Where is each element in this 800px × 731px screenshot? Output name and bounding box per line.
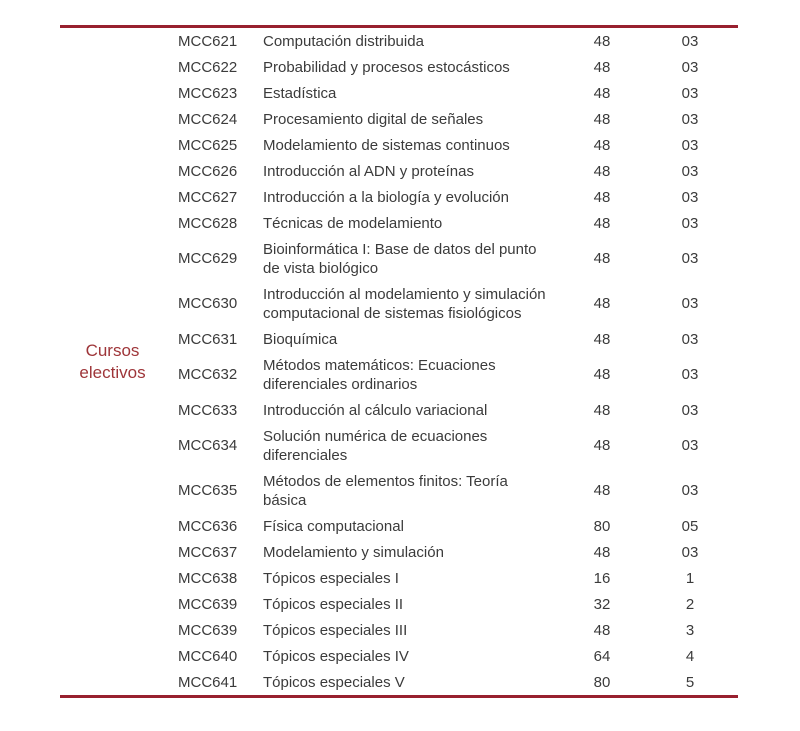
course-hours-cell: 48	[593, 543, 611, 561]
table-row	[165, 617, 738, 643]
course-name-cell: Solución numérica de ecuaciones diferenciales	[263, 427, 488, 464]
course-hours-cell: 48	[593, 482, 611, 499]
course-credits-cell: 03	[681, 58, 699, 76]
course-hours-cell: 48	[593, 188, 611, 206]
course-hours-cell: 16	[593, 569, 611, 587]
course-credits-cell: 03	[681, 110, 699, 128]
course-hours-cell: 48	[593, 136, 611, 154]
table-row	[165, 513, 738, 539]
course-name-cell: Probabilidad y procesos estocásticos	[263, 58, 510, 76]
course-name-cell: Técnicas de modelamiento	[263, 214, 443, 232]
course-code-cell: MCC638	[178, 569, 238, 587]
course-name-cell: Introducción a la biología y evolución	[263, 188, 509, 206]
course-credits-cell: 03	[681, 214, 699, 232]
course-credits-cell: 2	[685, 595, 695, 613]
course-credits-cell: 03	[681, 437, 699, 454]
course-code-cell: MCC636	[178, 517, 238, 535]
course-code-cell: MCC633	[178, 401, 238, 419]
course-credits-cell: 03	[681, 250, 699, 267]
course-name-cell: Métodos matemáticos: Ecuaciones diferenciales ordinarios	[263, 356, 496, 393]
course-name-cell: Bioquímica	[263, 330, 338, 348]
course-credits-cell: 03	[681, 84, 699, 102]
course-credits-cell: 5	[685, 673, 695, 691]
course-credits-cell: 03	[681, 188, 699, 206]
table-row	[165, 158, 738, 184]
course-code-cell: MCC641	[178, 673, 238, 691]
course-hours-cell: 64	[593, 647, 611, 665]
group-label: Cursos electivos	[79, 340, 146, 382]
course-name-cell: Bioinformática I: Base de datos del punto de vista biológico	[263, 240, 537, 277]
course-code-cell: MCC622	[178, 58, 238, 76]
course-name-cell: Introducción al ADN y proteínas	[263, 162, 474, 180]
course-code-cell: MCC627	[178, 188, 238, 206]
bottom-rule	[60, 695, 738, 698]
course-hours-cell: 48	[593, 110, 611, 128]
course-code-cell: MCC629	[178, 250, 238, 267]
course-credits-cell: 03	[681, 32, 699, 50]
course-name-cell: Tópicos especiales I	[263, 569, 399, 587]
course-code-cell: MCC626	[178, 162, 238, 180]
course-credits-cell: 05	[681, 517, 699, 535]
electives-table	[60, 25, 738, 698]
course-hours-cell: 48	[593, 295, 611, 312]
course-hours-cell: 48	[593, 437, 611, 454]
course-hours-cell: 48	[593, 162, 611, 180]
course-name-cell: Introducción al modelamiento y simulación computacional de sistemas fisiológicos	[263, 285, 546, 322]
course-code-cell: MCC623	[178, 84, 238, 102]
course-name-cell: Tópicos especiales III	[263, 621, 408, 639]
table-row	[165, 106, 738, 132]
course-code-cell: MCC637	[178, 543, 238, 561]
course-name-cell: Métodos de elementos finitos: Teoría básica	[263, 472, 508, 509]
table-row	[165, 326, 738, 352]
table-row	[165, 643, 738, 669]
course-code-cell: MCC634	[178, 437, 238, 454]
course-hours-cell: 48	[593, 84, 611, 102]
course-code-cell: MCC635	[178, 482, 238, 499]
course-name-cell: Estadística	[263, 84, 337, 102]
table-row	[165, 184, 738, 210]
course-credits-cell: 03	[681, 295, 699, 312]
table-row	[165, 132, 738, 158]
course-name-cell: Procesamiento digital de señales	[263, 110, 484, 128]
course-name-cell: Computación distribuida	[263, 32, 424, 50]
course-credits-cell: 03	[681, 136, 699, 154]
course-hours-cell: 48	[593, 366, 611, 383]
course-name-cell: Modelamiento y simulación	[263, 543, 444, 561]
course-code-cell: MCC632	[178, 366, 238, 383]
table-row	[165, 397, 738, 423]
course-credits-cell: 03	[681, 366, 699, 383]
course-code-cell: MCC639	[178, 595, 238, 613]
course-code-cell: MCC625	[178, 136, 238, 154]
course-credits-cell: 03	[681, 330, 699, 348]
table-row	[165, 236, 738, 281]
course-code-cell: MCC640	[178, 647, 238, 665]
course-hours-cell: 48	[593, 32, 611, 50]
course-code-cell: MCC639	[178, 621, 238, 639]
course-name-cell: Tópicos especiales II	[263, 595, 404, 613]
course-hours-cell: 48	[593, 401, 611, 419]
course-hours-cell: 32	[593, 595, 611, 613]
course-credits-cell: 4	[685, 647, 695, 665]
courses-tbody	[165, 28, 738, 695]
table-body-band	[60, 28, 738, 695]
course-credits-cell: 03	[681, 543, 699, 561]
table-row	[165, 281, 738, 326]
table-row	[165, 210, 738, 236]
course-name-cell: Física computacional	[263, 517, 404, 535]
course-name-cell: Tópicos especiales V	[263, 673, 405, 691]
course-code-cell: MCC624	[178, 110, 238, 128]
table-row	[165, 352, 738, 397]
course-code-cell: MCC631	[178, 330, 238, 348]
table-row	[165, 80, 738, 106]
course-hours-cell: 48	[593, 250, 611, 267]
table-row	[165, 565, 738, 591]
course-name-cell: Tópicos especiales IV	[263, 647, 409, 665]
course-credits-cell: 03	[681, 482, 699, 499]
course-hours-cell: 48	[593, 330, 611, 348]
course-code-cell: MCC621	[178, 32, 238, 50]
course-code-cell: MCC628	[178, 214, 238, 232]
course-credits-cell: 3	[685, 621, 695, 639]
course-hours-cell: 48	[593, 621, 611, 639]
table-row	[165, 468, 738, 513]
course-credits-cell: 03	[681, 401, 699, 419]
table-row	[165, 591, 738, 617]
course-hours-cell: 48	[593, 58, 611, 76]
courses-table	[165, 28, 738, 695]
table-row	[165, 539, 738, 565]
table-row	[165, 28, 738, 54]
course-name-cell: Modelamiento de sistemas continuos	[263, 136, 510, 154]
table-row	[165, 54, 738, 80]
course-hours-cell: 80	[593, 517, 611, 535]
table-row	[165, 423, 738, 468]
course-hours-cell: 80	[593, 673, 611, 691]
course-name-cell: Introducción al cálculo variacional	[263, 401, 488, 419]
course-credits-cell: 1	[685, 569, 695, 587]
course-code-cell: MCC630	[178, 295, 238, 312]
course-hours-cell: 48	[593, 214, 611, 232]
course-credits-cell: 03	[681, 162, 699, 180]
table-row	[165, 669, 738, 695]
